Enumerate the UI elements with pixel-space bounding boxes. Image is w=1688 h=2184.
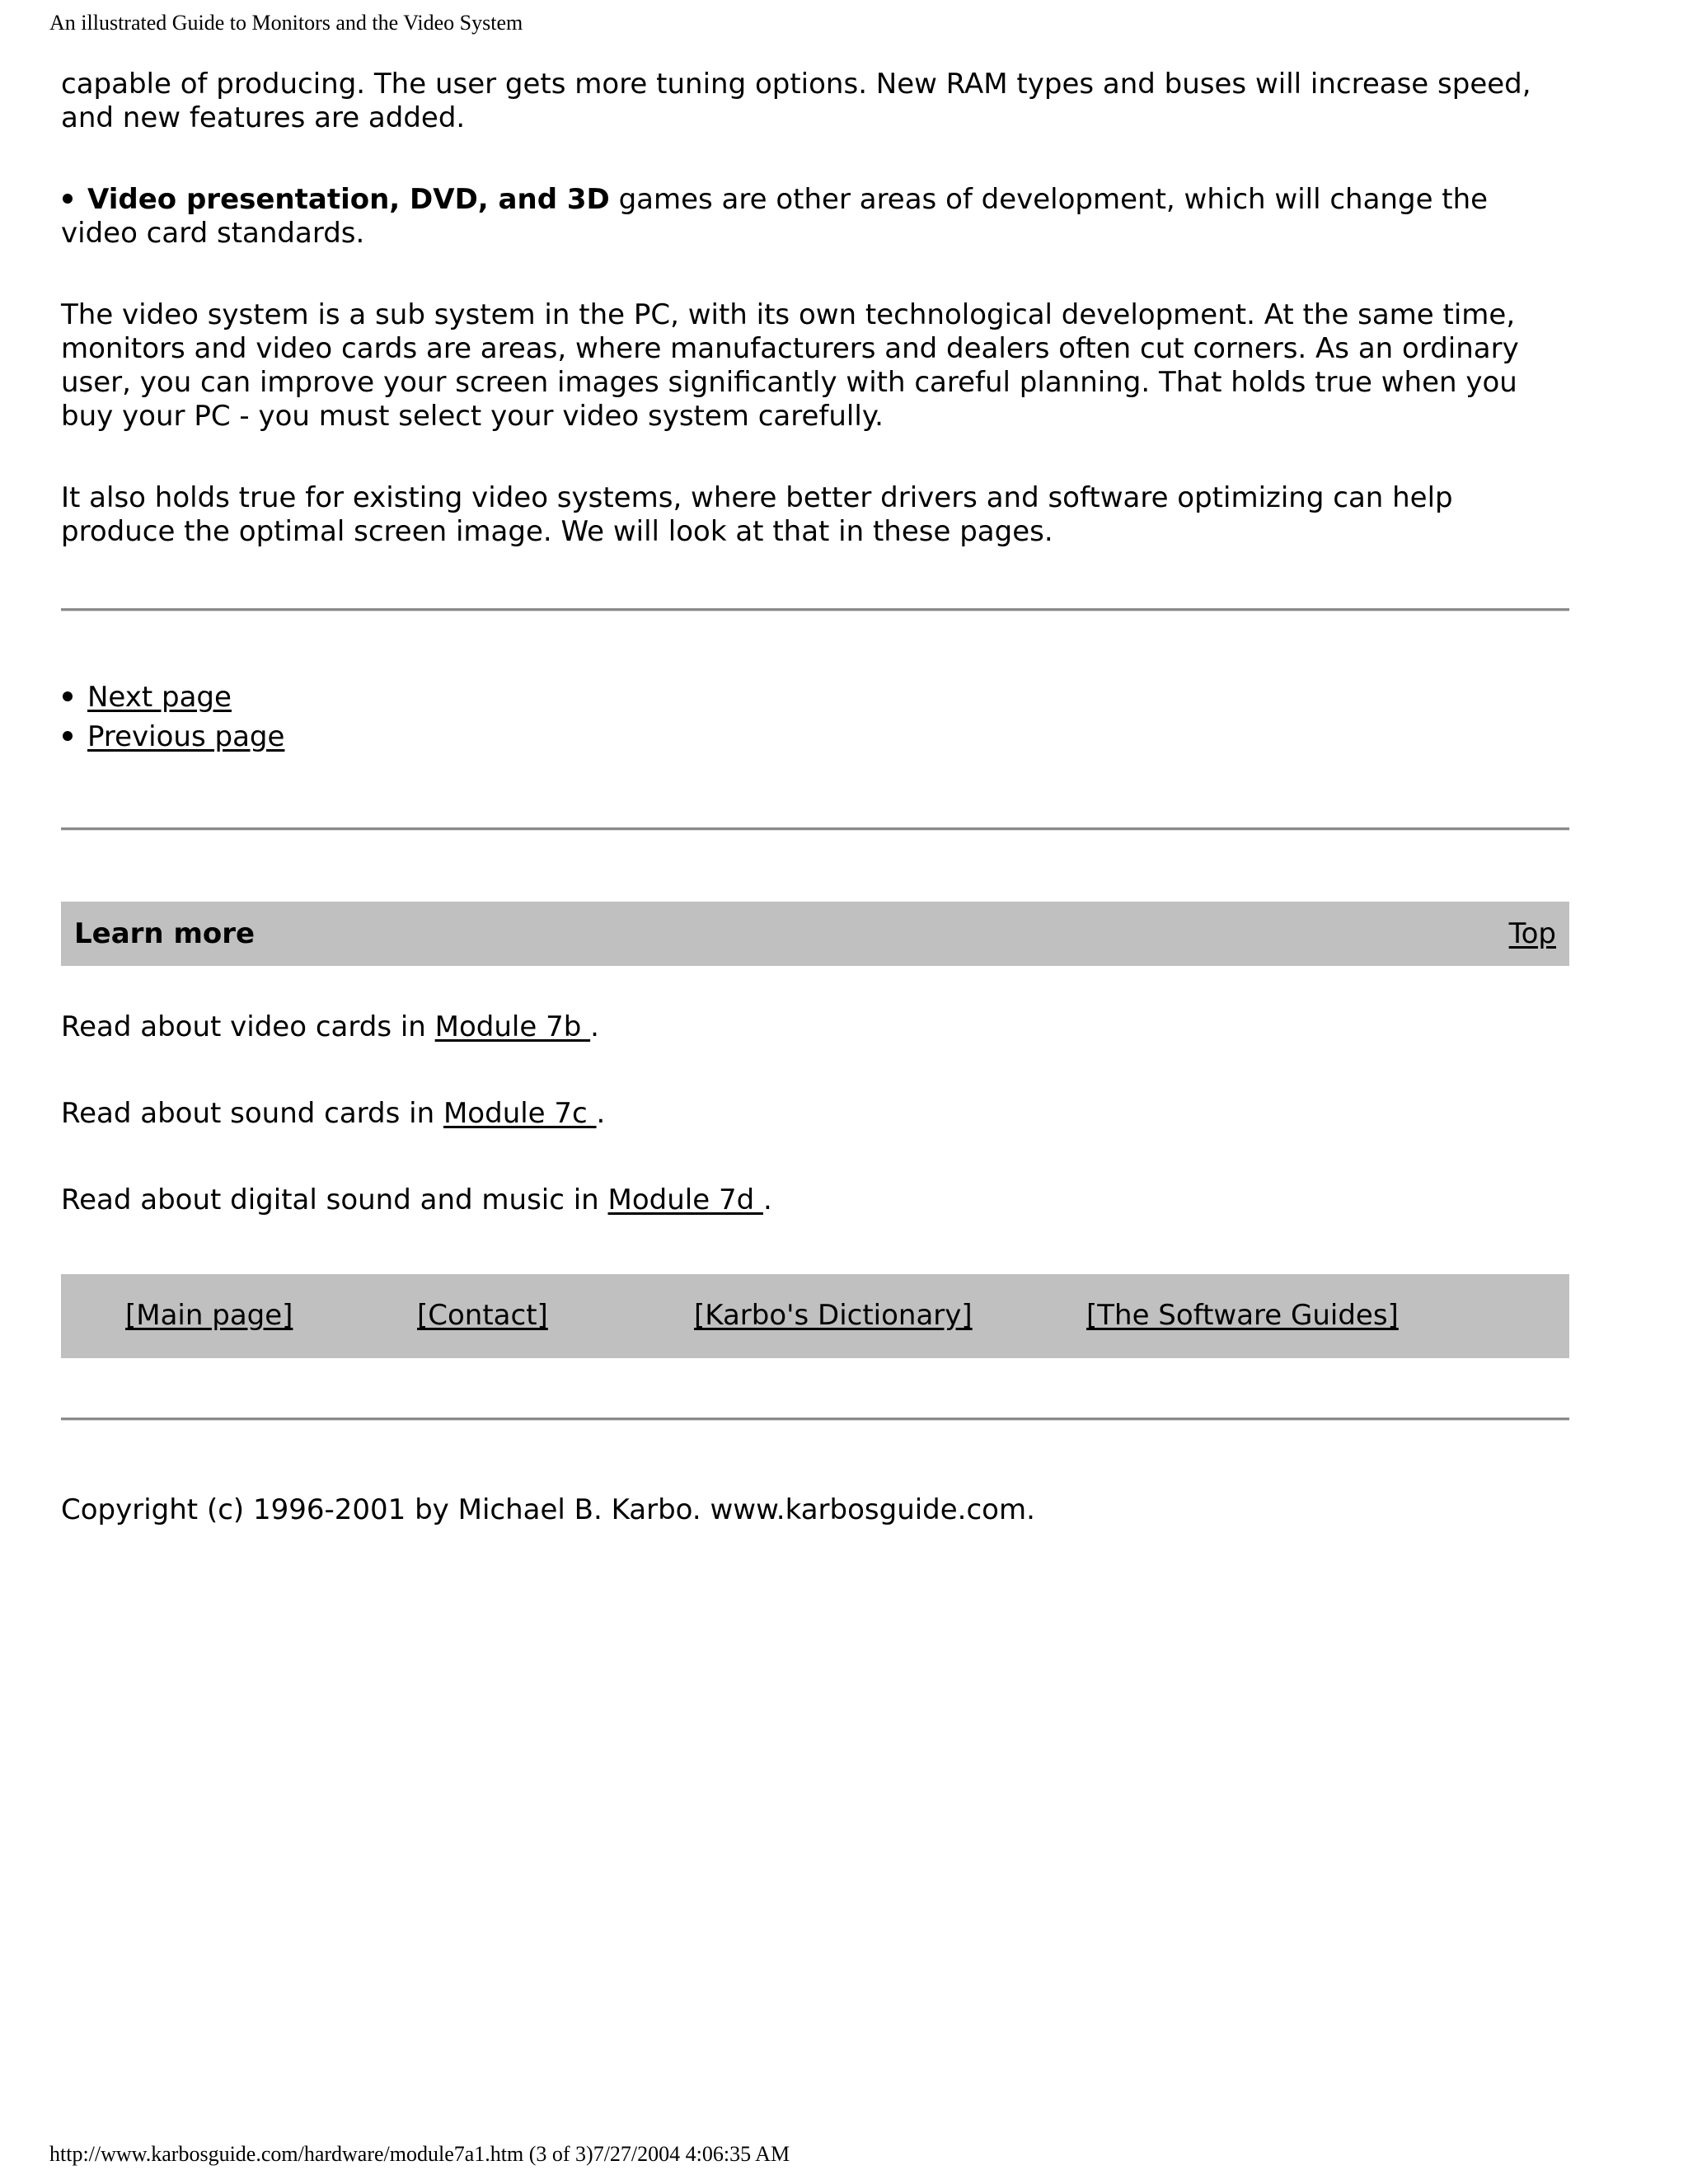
paragraph-intro — [61, 68, 1569, 135]
horizontal-rule — [61, 827, 1569, 831]
paragraph-existing-systems — [61, 481, 1569, 549]
horizontal-rule — [61, 608, 1569, 612]
software-guides-link[interactable]: [The Software Guides] — [1086, 1299, 1399, 1332]
bullet-video-presentation — [61, 183, 1569, 251]
paragraph-line: buy your PC - you must select your video system carefully. — [61, 400, 884, 433]
paragraph-line: user, you can improve your screen images significantly with careful planning. That holds true when you — [61, 366, 1517, 399]
paragraph-line: capable of producing. The user gets more tuning options. New RAM types and buses will increase speed, — [61, 68, 1531, 101]
page-nav — [61, 677, 284, 757]
print-footer-url: http://www.karbosguide.com/hardware/module7a1.htm (3 of 3)7/27/2004 4:06:35 AM — [49, 2142, 790, 2166]
horizontal-rule — [61, 1418, 1569, 1421]
next-page-link[interactable]: Next page — [87, 681, 232, 714]
paragraph-line: monitors and video cards are areas, where manufacturers and dealers often cut corners. As an ordinary — [61, 332, 1519, 365]
read-more-video-cards — [61, 1010, 599, 1044]
read-more-text: Read about sound cards in — [61, 1097, 443, 1130]
module-7c-link[interactable]: Module 7c — [443, 1097, 597, 1130]
article-body — [61, 68, 1569, 549]
paragraph-line: The video system is a sub system in the PC, with its own technological development. At the same time, — [61, 298, 1516, 331]
top-link[interactable]: Top — [1508, 917, 1556, 950]
bullet-dot-icon — [63, 691, 73, 701]
bullet-bold-text: Video presentation, DVD, and 3D — [87, 183, 610, 216]
module-7b-link[interactable]: Module 7b — [434, 1010, 591, 1043]
contact-link[interactable]: [Contact] — [417, 1299, 548, 1332]
paragraph-video-system — [61, 298, 1569, 434]
paragraph-line: produce the optimal screen image. We will look at that in these pages. — [61, 515, 1053, 548]
learn-more-title: Learn more — [74, 917, 256, 950]
learn-more-bar — [61, 902, 1569, 966]
read-more-sound-cards — [61, 1097, 605, 1131]
paragraph-line: It also holds true for existing video systems, where better drivers and software optimizing can help — [61, 481, 1453, 514]
nav-item-previous — [61, 717, 284, 757]
dictionary-link[interactable]: [Karbo's Dictionary] — [694, 1299, 973, 1332]
read-more-text: . — [596, 1097, 606, 1130]
bullet-dot-icon — [63, 731, 73, 741]
bullet-dot-icon — [63, 194, 73, 204]
nav-item-next — [61, 677, 284, 717]
read-more-text: Read about video cards in — [61, 1010, 435, 1043]
bullet-text: video card standards. — [61, 217, 365, 250]
print-header: An illustrated Guide to Monitors and the Video System — [49, 11, 523, 35]
read-more-text: . — [763, 1183, 772, 1216]
bullet-text: games are other areas of development, which will change the — [609, 183, 1489, 216]
read-more-text: Read about digital sound and music in — [61, 1183, 608, 1216]
read-more-digital-sound — [61, 1183, 772, 1217]
footer-nav-bar — [61, 1274, 1569, 1358]
previous-page-link[interactable]: Previous page — [87, 720, 285, 753]
copyright-text: Copyright (c) 1996-2001 by Michael B. Karbo. www.karbosguide.com. — [61, 1493, 1035, 1526]
read-more-text: . — [590, 1010, 599, 1043]
paragraph-line: and new features are added. — [61, 101, 466, 134]
main-page-link[interactable]: [Main page] — [125, 1299, 293, 1332]
module-7d-link[interactable]: Module 7d — [607, 1183, 763, 1216]
